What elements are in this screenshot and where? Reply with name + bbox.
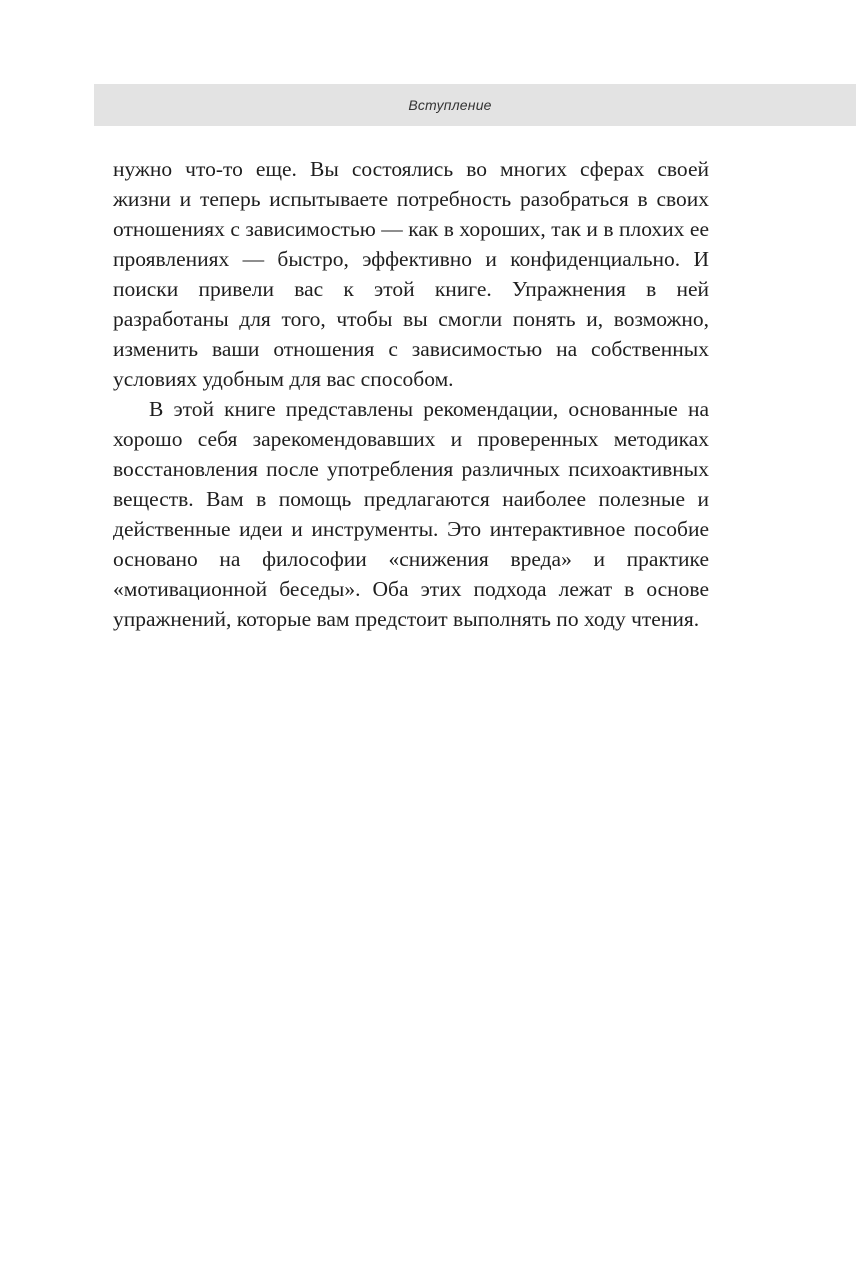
paragraph-recommendations: В этой книге представлены рекомендации, основанные на хорошо себя зарекомендовавших и проверенных методиках восстановления после употребления различных психоактивных веществ. Вам в помощь предлагаются наиболее полезные и действенные идеи и инструменты. Это интерактивное пособие основано на философии «снижения вреда» и практике «мотивационной беседы». Оба этих подхода лежат в основе упражнений, которые вам предстоит выполнять по ходу чтения. xyxy=(113,397,709,631)
body-text xyxy=(113,154,709,634)
running-header xyxy=(94,84,856,126)
paragraph-continuation: нужно что-то еще. Вы состоялись во многих сферах своей жизни и теперь испытываете потребность разобраться в своих отношениях с зависимостью — как в хороших, так и в плохих ее проявлениях — быстро, эффективно и конфиденциально. И поиски привели вас к этой книге. Упражнения в ней разработаны для того, чтобы вы смогли понять и, возможно, изменить ваши отношения с зависимостью на собственных условиях удобным для вас способом. xyxy=(113,157,709,391)
running-header-title: Вступление xyxy=(408,97,492,113)
